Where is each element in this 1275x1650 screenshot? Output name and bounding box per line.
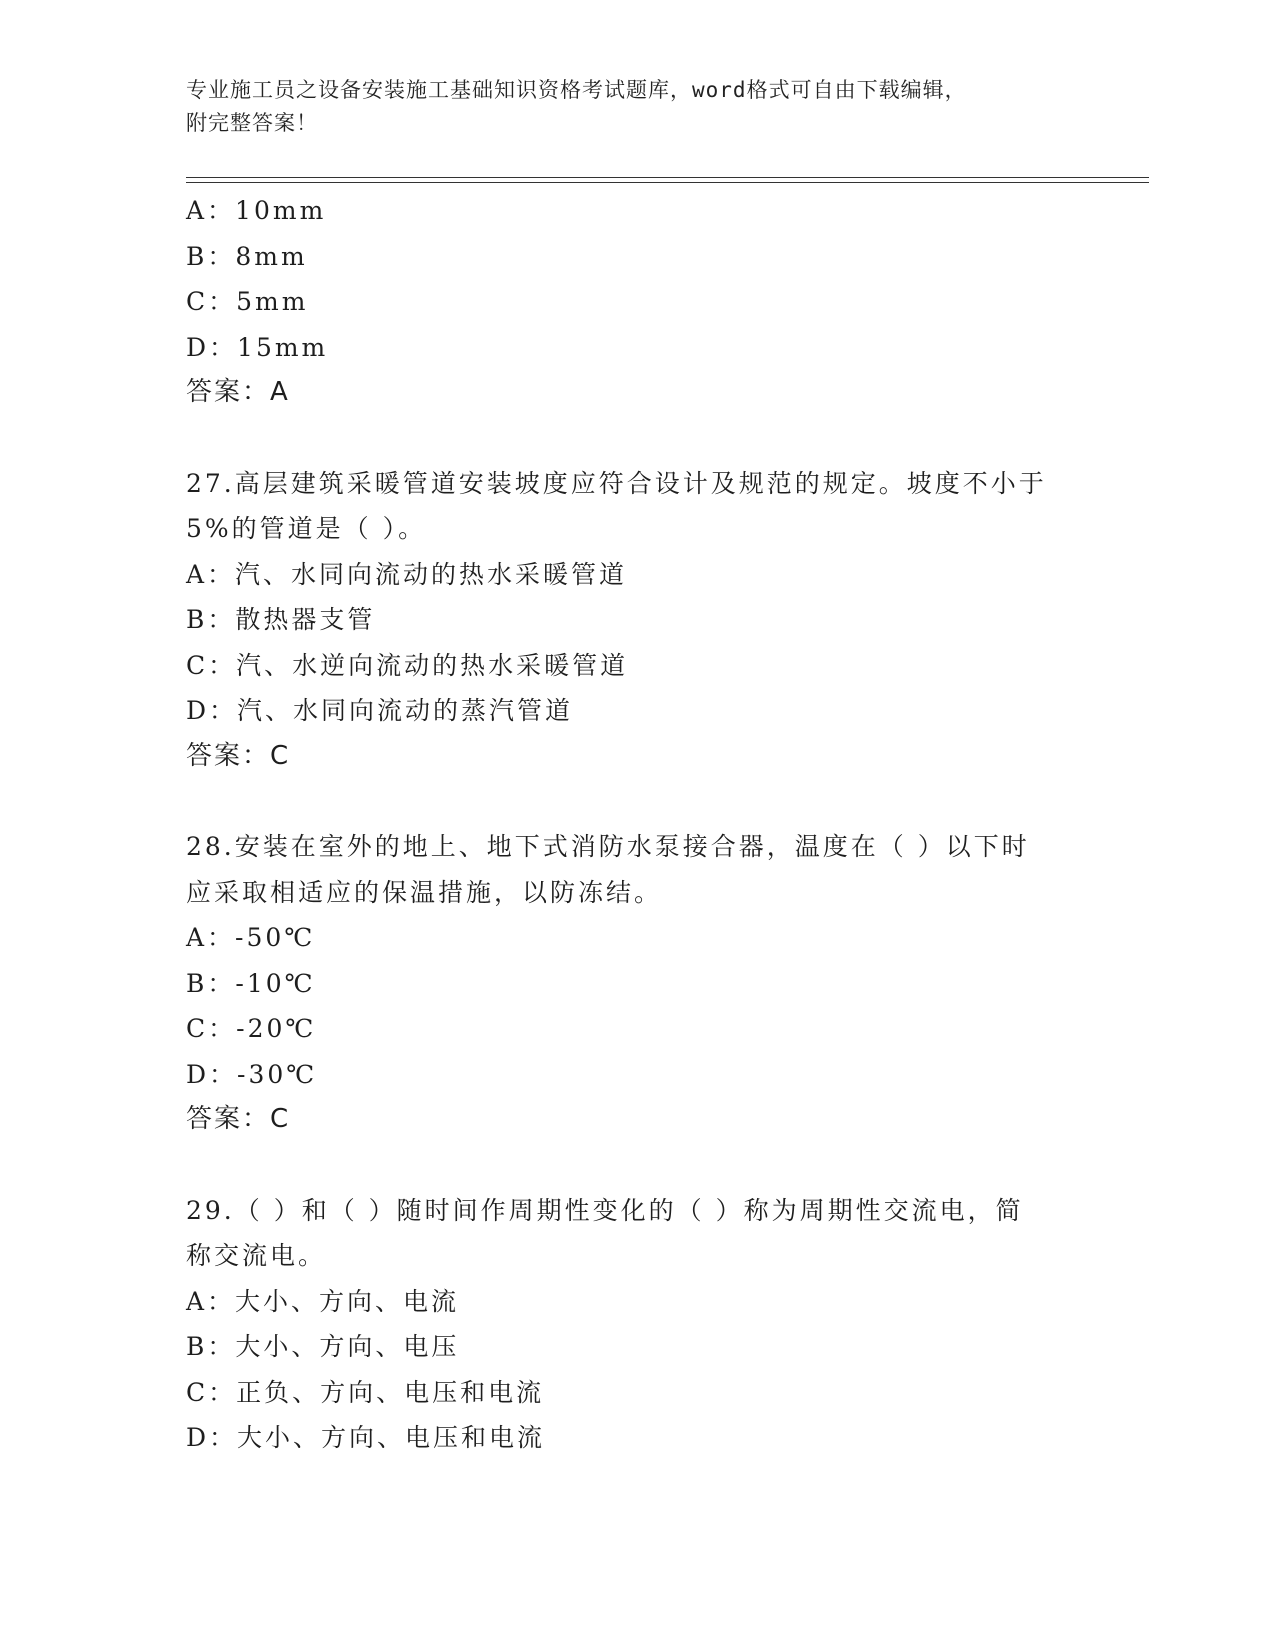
- option-d: D：大小、方向、电压和电流: [186, 1423, 546, 1452]
- question-stem-line-1: 28.安装在室外的地上、地下式消防水泵接合器，温度在（ ）以下时: [186, 832, 1030, 861]
- option-b: B：8mm: [186, 241, 308, 271]
- header-line-1: 专业施工员之设备安装施工基础知识资格考试题库，word格式可自由下载编辑，: [186, 78, 967, 102]
- document-header: [186, 74, 1066, 140]
- option-d: D：-30℃: [186, 1059, 318, 1089]
- option-d: D：15mm: [186, 332, 329, 362]
- option-b: B：散热器支管: [186, 605, 376, 634]
- spacer: [186, 779, 1106, 824]
- option-a: A：10mm: [186, 196, 327, 225]
- option-b: B：大小、方向、电压: [186, 1332, 460, 1361]
- option-c: C：汽、水逆向流动的热水采暖管道: [186, 650, 629, 680]
- option-c: C：正负、方向、电压和电流: [186, 1377, 545, 1407]
- header-rule-bottom: [186, 182, 1149, 183]
- header-line-2: 附完整答案！: [186, 111, 318, 135]
- answer: 答案：C: [186, 1104, 291, 1134]
- answer: 答案：A: [186, 377, 290, 407]
- question-29: [186, 1188, 1106, 1461]
- option-d: D：汽、水同向流动的蒸汽管道: [186, 696, 574, 725]
- question-stem-line-2: 5%的管道是（ ）。: [186, 514, 427, 543]
- question-stem-line-1: 27.高层建筑采暖管道安装坡度应符合设计及规范的规定。坡度不小于: [186, 468, 1047, 498]
- option-a: A：大小、方向、电流: [186, 1286, 460, 1316]
- question-26: [186, 188, 1106, 416]
- question-stem-line-2: 称交流电。: [186, 1241, 327, 1270]
- question-28: [186, 824, 1106, 1143]
- option-a: A：-50℃: [186, 923, 316, 952]
- option-c: C：5mm: [186, 287, 309, 316]
- question-list: [186, 188, 1106, 1461]
- header-rule-top: [186, 177, 1149, 178]
- option-c: C：-20℃: [186, 1014, 317, 1043]
- option-b: B：-10℃: [186, 968, 316, 998]
- spacer: [186, 1143, 1106, 1188]
- question-27: [186, 461, 1106, 780]
- answer: 答案：C: [186, 740, 291, 771]
- option-a: A：汽、水同向流动的热水采暖管道: [186, 559, 628, 589]
- spacer: [186, 416, 1106, 461]
- question-stem-line-1: 29.（ ）和（ ）随时间作周期性变化的（ ）称为周期性交流电，简: [186, 1195, 1024, 1225]
- question-stem-line-2: 应采取相适应的保温措施，以防冻结。: [186, 877, 663, 907]
